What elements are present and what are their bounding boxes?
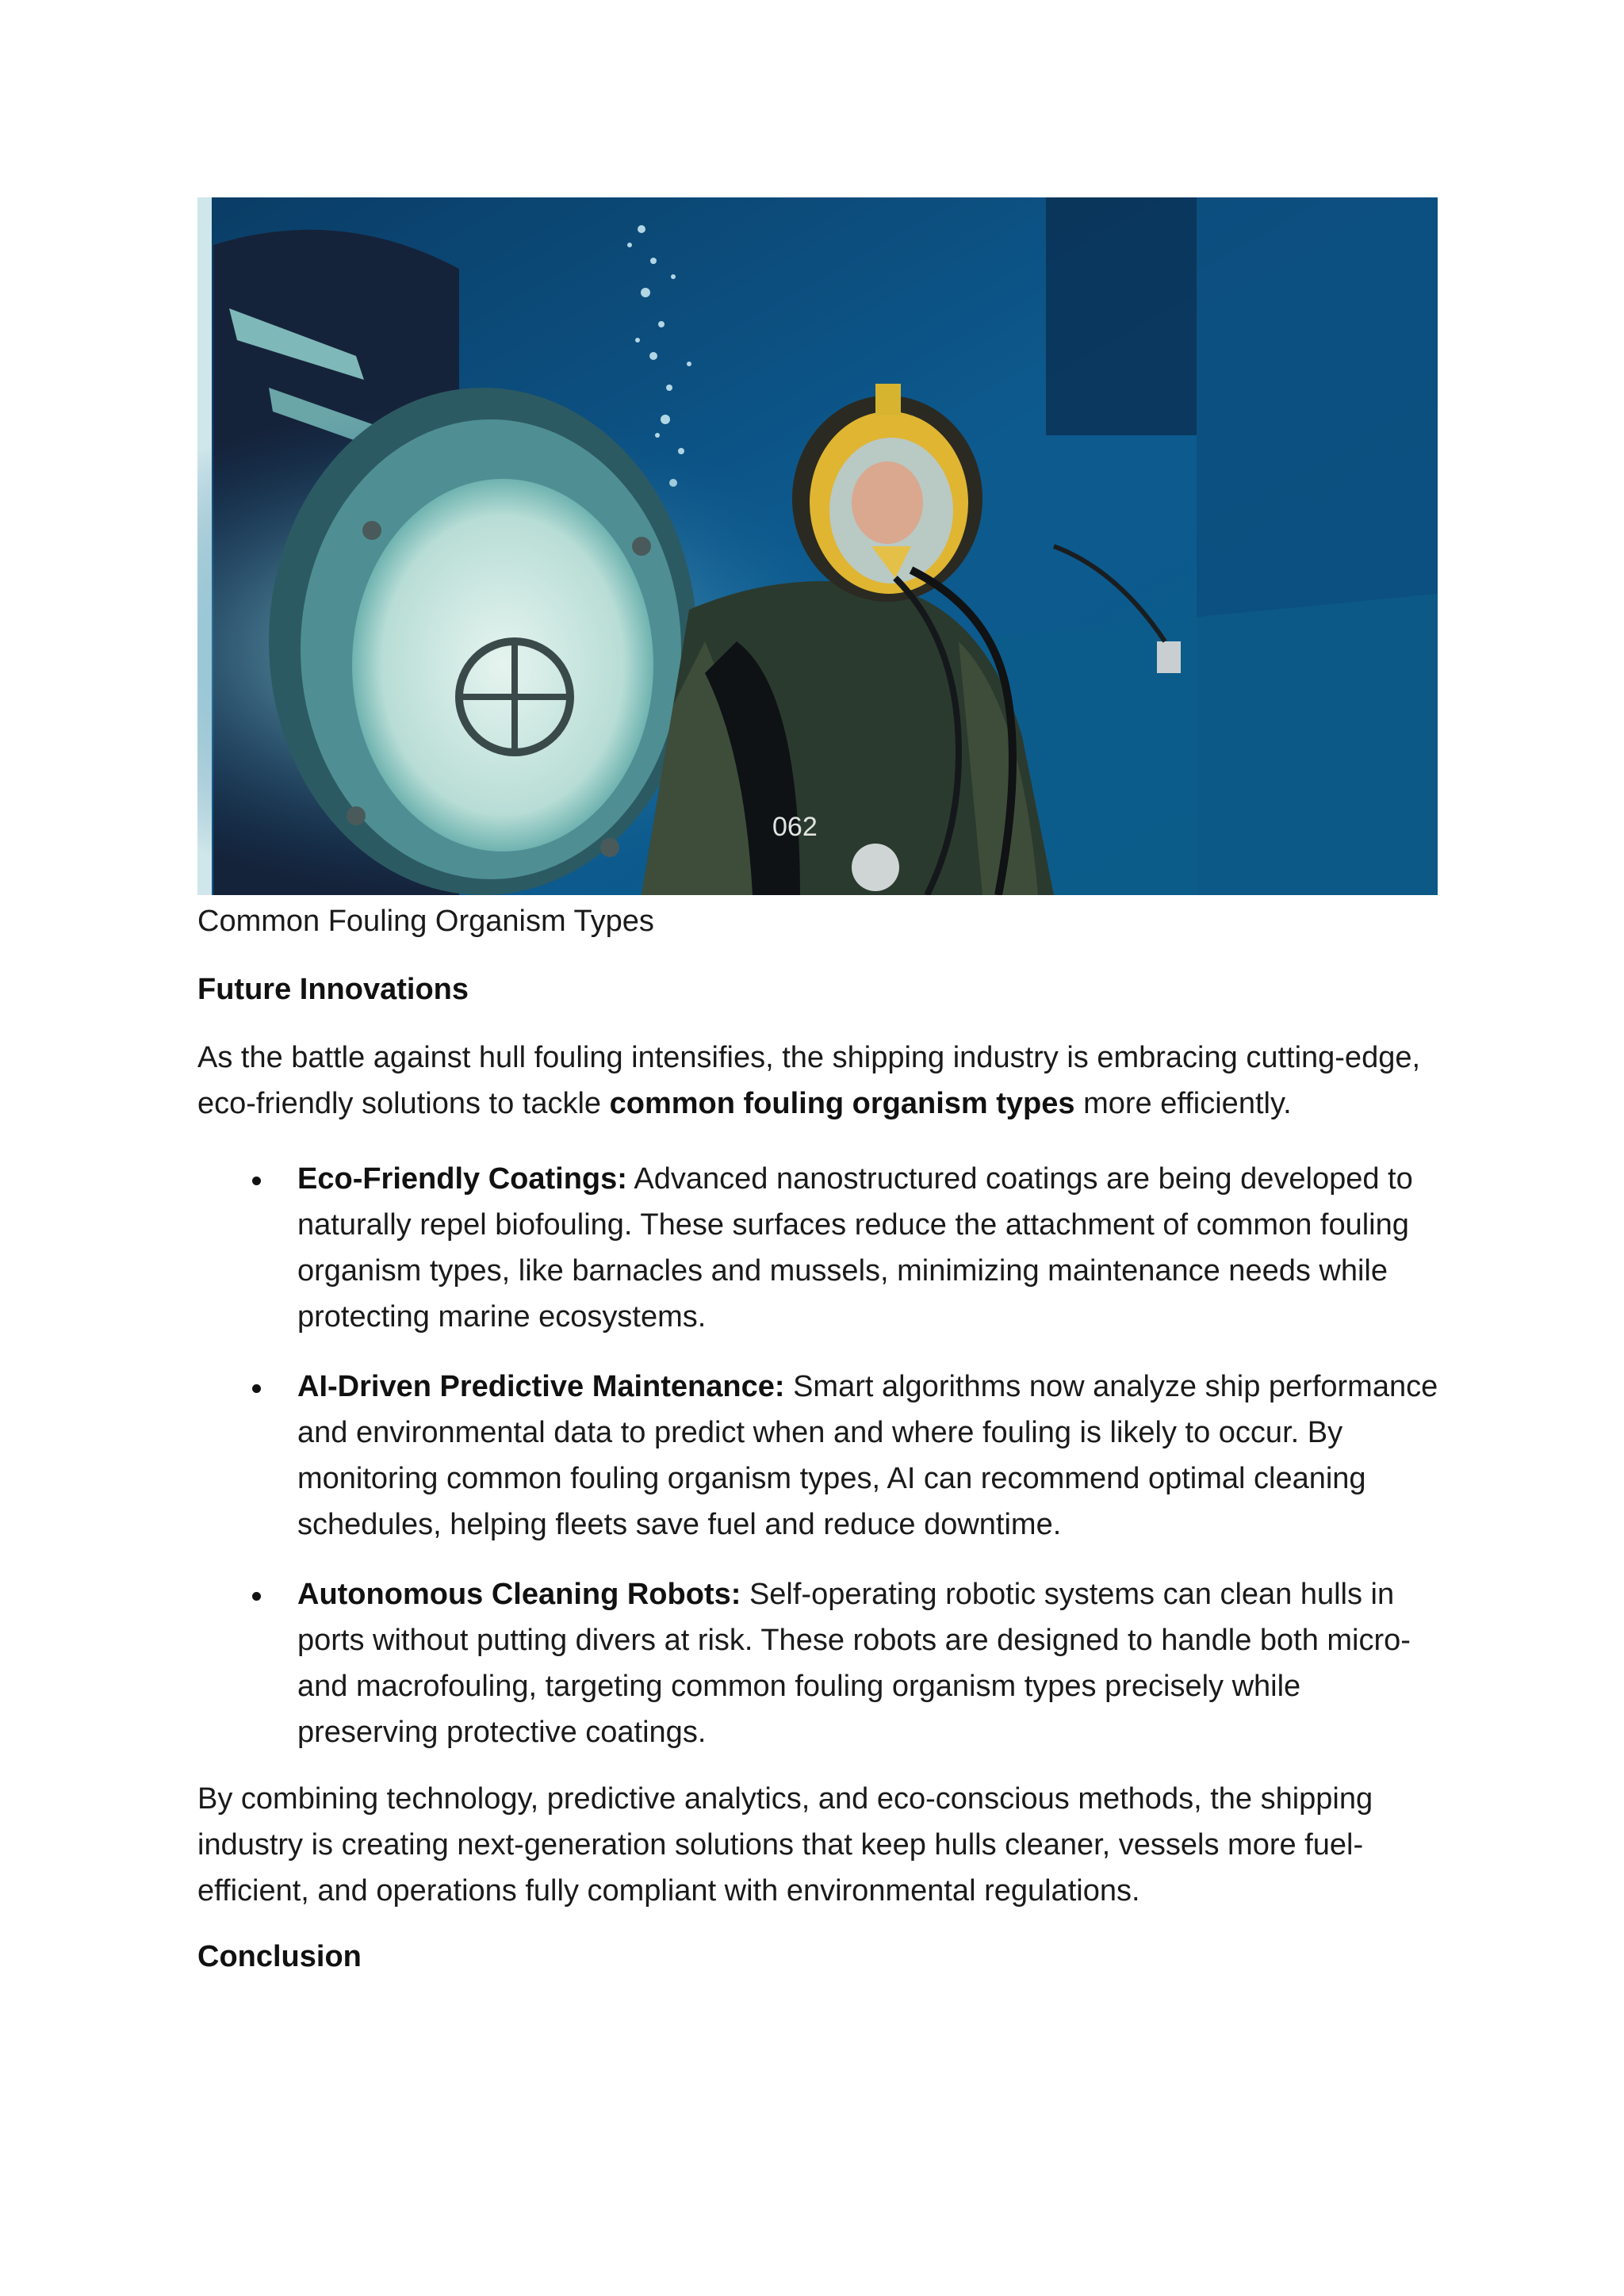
list-item-title: Autonomous Cleaning Robots: (297, 1578, 741, 1611)
list-item-title: AI-Driven Predictive Maintenance: (297, 1370, 785, 1403)
bullet-icon (252, 1592, 261, 1601)
intro-text-start: As the battle against hull fouling intensifies, the shipping industry is embracing cutting-edge, eco-friendly solutions to tackle (197, 1041, 1421, 1120)
list-item (197, 1571, 1439, 1755)
list-item (197, 1364, 1439, 1548)
closing-paragraph: By combining technology, predictive analytics, and eco-conscious methods, the shipping industry is creating next-generation solutions that keep hulls cleaner, vessels more fuel-efficient, and operations fully compliant with environmental regulations. (197, 1782, 1373, 1908)
heading-conclusion: Conclusion (197, 1940, 362, 1973)
bullet-icon (252, 1384, 261, 1393)
bullet-icon (252, 1177, 261, 1185)
diver-photo-illustration (197, 197, 1438, 895)
heading-future-innovations: Future Innovations (197, 973, 469, 1006)
list-item (197, 1156, 1439, 1340)
list-item-text: Self-operating robotic systems can clean hulls in ports without putting divers at risk. These robots are designed to handle both micro- and macrofouling, targeting common fouling organism types precisely while preserving protective coatings. (297, 1578, 1411, 1749)
diver-photo (197, 197, 1438, 895)
innovation-list (197, 1156, 1439, 1779)
intro-text-end: more efficiently. (1074, 1087, 1292, 1120)
svg-text:062: 062 (772, 812, 818, 842)
figure-caption: Common Fouling Organism Types (197, 905, 654, 938)
list-item-title: Eco-Friendly Coatings: (297, 1162, 627, 1196)
intro-bold-phrase: common fouling organism types (609, 1087, 1075, 1120)
list-item-text: Smart algorithms now analyze ship performance and environmental data to predict when and where fouling is likely to occur. By monitoring common fouling organism types, AI can recommend optimal cleaning schedules, helping fleets save fuel and reduce downtime. (297, 1370, 1438, 1541)
list-item-text: Advanced nanostructured coatings are being developed to naturally repel biofouling. These surfaces reduce the attachment of common fouling organism types, like barnacles and mussels, minimizing maintenance needs while protecting marine ecosystems. (297, 1162, 1413, 1334)
intro-paragraph (197, 1035, 1439, 1127)
